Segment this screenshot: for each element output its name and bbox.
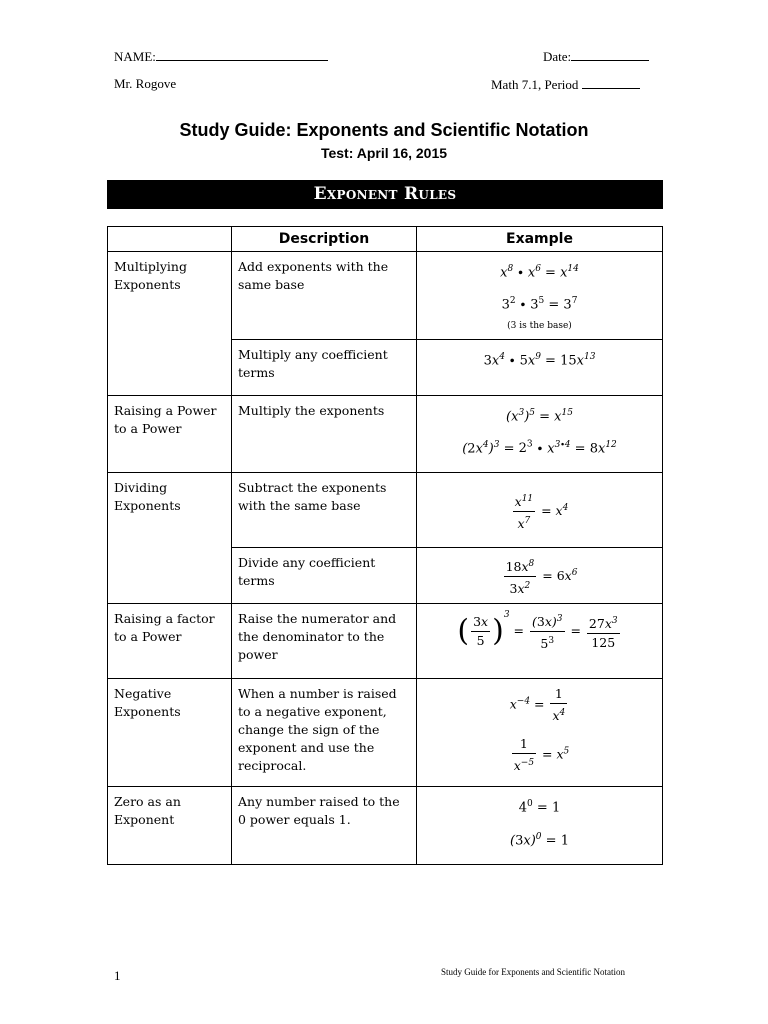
name-label: NAME: <box>114 49 156 64</box>
example-cell: $\frac{18x^8}{3x^2}$ = $6x^6$ <box>417 548 663 604</box>
table-row <box>108 473 663 548</box>
header-empty-cell <box>108 227 232 252</box>
example-cell: $\frac{x^{11}}{x^7}$ = $x^4$ <box>417 473 663 548</box>
rule-name-cell: Negative Exponents <box>108 679 232 787</box>
example-note: (3 is the base) <box>507 320 572 331</box>
rule-name-cell: Raising a Power to a Power <box>108 395 232 473</box>
description-cell: Subtract the exponents with the same base <box>232 473 417 548</box>
table-row <box>108 604 663 679</box>
example-equation: $3^2 \cdot 3^5 = 3^7$ <box>501 296 578 313</box>
page-title: Study Guide: Exponents and Scientific Notation <box>179 120 589 140</box>
name-blank-line <box>156 48 328 61</box>
header-description: Description <box>232 227 417 252</box>
description-cell: Multiply the exponents <box>232 395 417 473</box>
class-period-field <box>491 76 640 93</box>
table-row <box>108 252 663 340</box>
example-cell <box>417 395 663 473</box>
period-blank-line <box>582 76 640 89</box>
example-cell <box>417 787 663 865</box>
rule-name-cell: Dividing Exponents <box>108 473 232 604</box>
rule-name-cell: Zero as an Exponent <box>108 787 232 865</box>
example-fraction: $\frac{(3x)^3}{5^3}$ <box>530 610 565 653</box>
class-label: Math 7.1, Period <box>491 77 579 92</box>
description-cell: Add exponents with the same base <box>232 252 417 340</box>
example-cell <box>417 679 663 787</box>
example-fraction: $\frac{18x^8}{3x^2}$ <box>504 555 537 598</box>
table-row <box>108 679 663 787</box>
description-cell: Any number raised to the 0 power equals 1. <box>232 787 417 865</box>
date-field <box>543 48 649 65</box>
exponent-rules-table <box>107 226 663 865</box>
name-field <box>114 48 328 65</box>
example-equation: $x^8 \cdot x^6 = x^{14}$ <box>500 264 579 281</box>
section-banner: Exponent Rules <box>107 180 663 209</box>
example-fraction: $\frac{3x}{5}$ <box>473 614 489 649</box>
rule-name-cell: Multiplying Exponents <box>108 252 232 396</box>
example-fraction: $\frac{27x^3}{125}$ <box>587 612 620 652</box>
example-equation: $\frac{1}{x^{-5}}$ = $x^5$ <box>513 736 570 774</box>
example-cell <box>417 252 663 340</box>
example-equation: $3x^4 \cdot 5x^9 = 15x^{13}$ <box>483 351 596 368</box>
example-cell: ( $\frac{3x}{5}$ )$^3$ = $\frac{(3x)^3}{5^3}$ = $\frac{27x^3}{125}$ <box>417 604 663 679</box>
header-example: Example <box>417 227 663 252</box>
example-equation: $(x^3)^5 = x^{15}$ <box>506 407 573 424</box>
footer-text: Study Guide for Exponents and Scientific Notation <box>441 967 625 977</box>
date-label: Date: <box>543 49 572 64</box>
description-cell: When a number is raised to a negative exponent, change the sign of the exponent and use the reciprocal. <box>232 679 417 787</box>
example-equation: $(3x)^0 = 1$ <box>510 831 569 848</box>
page-number: 1 <box>114 968 121 983</box>
rule-name-cell: Raising a factor to a Power <box>108 604 232 679</box>
description-cell: Raise the numerator and the denominator to the power <box>232 604 417 679</box>
table-row <box>108 395 663 473</box>
date-blank-line <box>571 48 649 61</box>
example-equation: $(2x^4)^3 = 2^3 \cdot x^{3\cdot 4} = 8x^{12}$ <box>462 439 617 457</box>
description-cell: Multiply any coefficient terms <box>232 339 417 395</box>
example-cell <box>417 339 663 395</box>
page-subtitle: Test: April 16, 2015 <box>320 145 448 161</box>
example-equation: $4^0 = 1$ <box>518 799 561 816</box>
table-row <box>108 787 663 865</box>
example-equation: $x^{-4}$ = $\frac{1}{x^4}$ <box>509 686 566 724</box>
teacher-name: Mr. Rogove <box>114 76 177 91</box>
description-cell: Divide any coefficient terms <box>232 548 417 604</box>
example-fraction: $\frac{x^{11}}{x^7}$ <box>513 490 536 533</box>
table-header-row <box>108 227 663 252</box>
